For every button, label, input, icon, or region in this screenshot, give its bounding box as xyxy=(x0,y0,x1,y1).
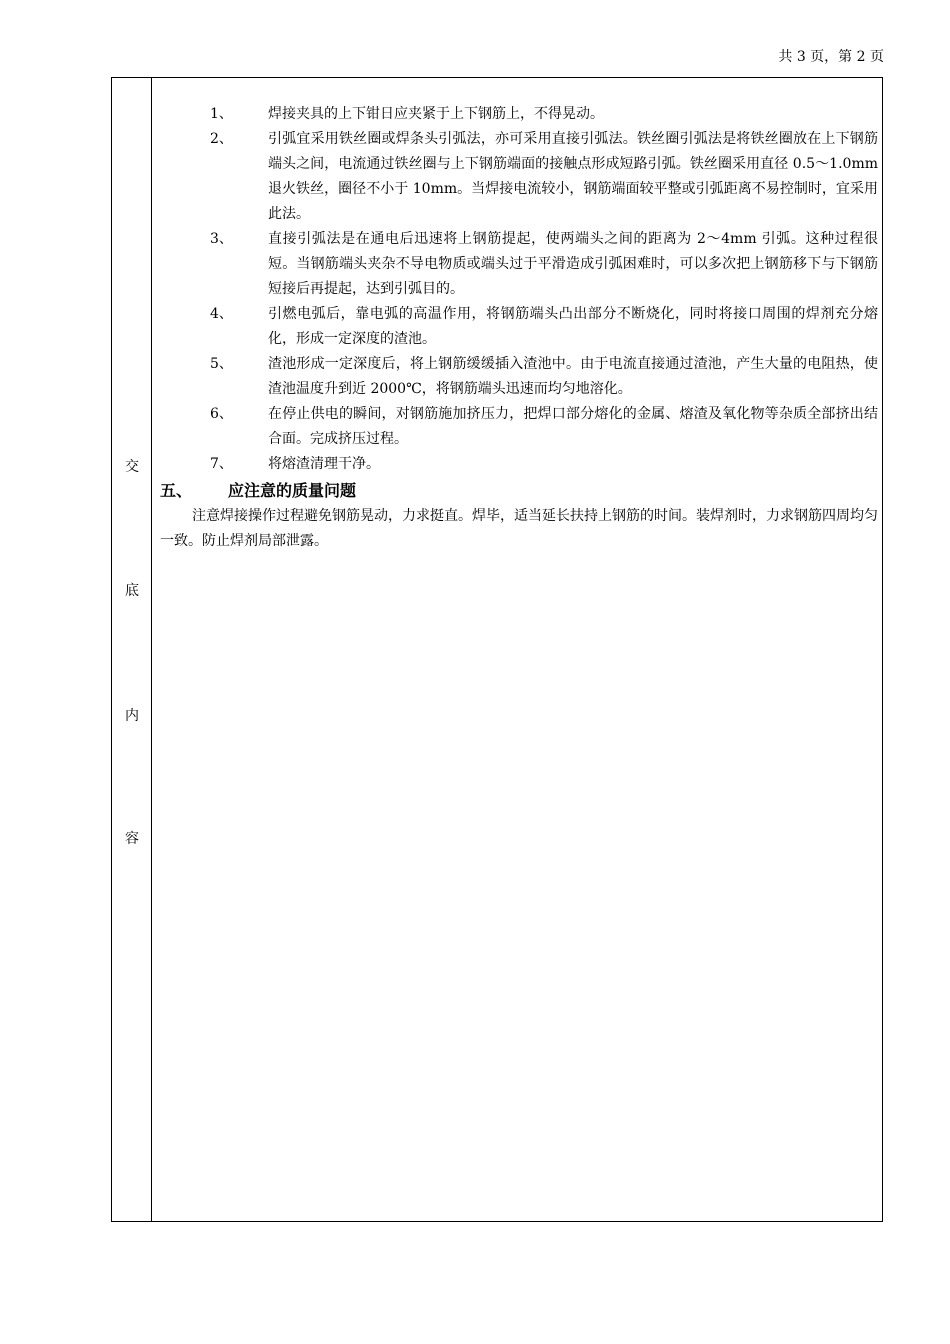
item-number: 6、 xyxy=(210,406,233,422)
page-indicator: 共 3 页，第 2 页 xyxy=(778,49,884,65)
side-label-char: 交 xyxy=(125,459,139,475)
item-number: 1、 xyxy=(210,106,233,122)
item-text: 焊接夹具的上下钳日应夹紧于上下钢筋上，不得晃动。 xyxy=(268,106,604,122)
item-text: 直接引弧法是在通电后迅速将上钢筋提起，使两端头之间的距离为 2～4mm 引弧。这种过程很短。当钢筋端头夹杂不导电物质或端头过于平滑造成引弧困难时，可以多次把上钢筋移下与下钢筋短接后再提起，达到引弧目的。 xyxy=(268,231,878,297)
content-area xyxy=(160,102,878,554)
item-number: 2、 xyxy=(210,131,233,147)
item-number: 5、 xyxy=(210,356,233,372)
item-text: 将熔渣清理干净。 xyxy=(268,456,380,472)
side-label-column xyxy=(112,78,152,1221)
item-number: 7、 xyxy=(210,456,233,472)
item-number: 3、 xyxy=(210,231,233,247)
item-text: 在停止供电的瞬间，对钢筋施加挤压力，把焊口部分熔化的金属、熔渣及氧化物等杂质全部挤出结合面。完成挤压过程。 xyxy=(268,406,878,447)
item-text: 引弧宜采用铁丝圈或焊条头引弧法，亦可采用直接引弧法。铁丝圈引弧法是将铁丝圈放在上下钢筋端头之间，电流通过铁丝圈与上下钢筋端面的接触点形成短路引弧。铁丝圈采用直径 0.5～1.0mm 退火铁丝，圈径不小于 10mm。当焊接电流较小，钢筋端面较平整或引弧距离不易控制时，宜采用此法。 xyxy=(268,131,878,222)
section-number: 五、 xyxy=(160,481,193,500)
list-item xyxy=(160,452,878,477)
list-item xyxy=(160,127,878,227)
side-label-char: 内 xyxy=(125,708,139,724)
item-text: 渣池形成一定深度后，将上钢筋缓缓插入渣池中。由于电流直接通过渣池，产生大量的电阻热，使渣池温度升到近 2000℃，将钢筋端头迅速而均匀地溶化。 xyxy=(268,356,878,397)
section-title: 应注意的质量问题 xyxy=(228,481,357,500)
list-item xyxy=(160,302,878,352)
side-label-char: 底 xyxy=(125,583,139,599)
list-item xyxy=(160,352,878,402)
list-item xyxy=(160,227,878,302)
section-body: 注意焊接操作过程避免钢筋晃动，力求挺直。焊毕，适当延长扶持上钢筋的时间。装焊剂时，力求钢筋四周均匀一致。防止焊剂局部泄露。 xyxy=(160,508,878,549)
item-number: 4、 xyxy=(210,306,233,322)
section-heading xyxy=(160,477,878,504)
disclosure-table xyxy=(111,77,883,1222)
list-item xyxy=(160,102,878,127)
item-text: 引燃电弧后，靠电弧的高温作用，将钢筋端头凸出部分不断烧化，同时将接口周围的焊剂充分熔化，形成一定深度的渣池。 xyxy=(268,306,878,347)
list-item xyxy=(160,402,878,452)
side-label-char: 容 xyxy=(125,831,139,847)
